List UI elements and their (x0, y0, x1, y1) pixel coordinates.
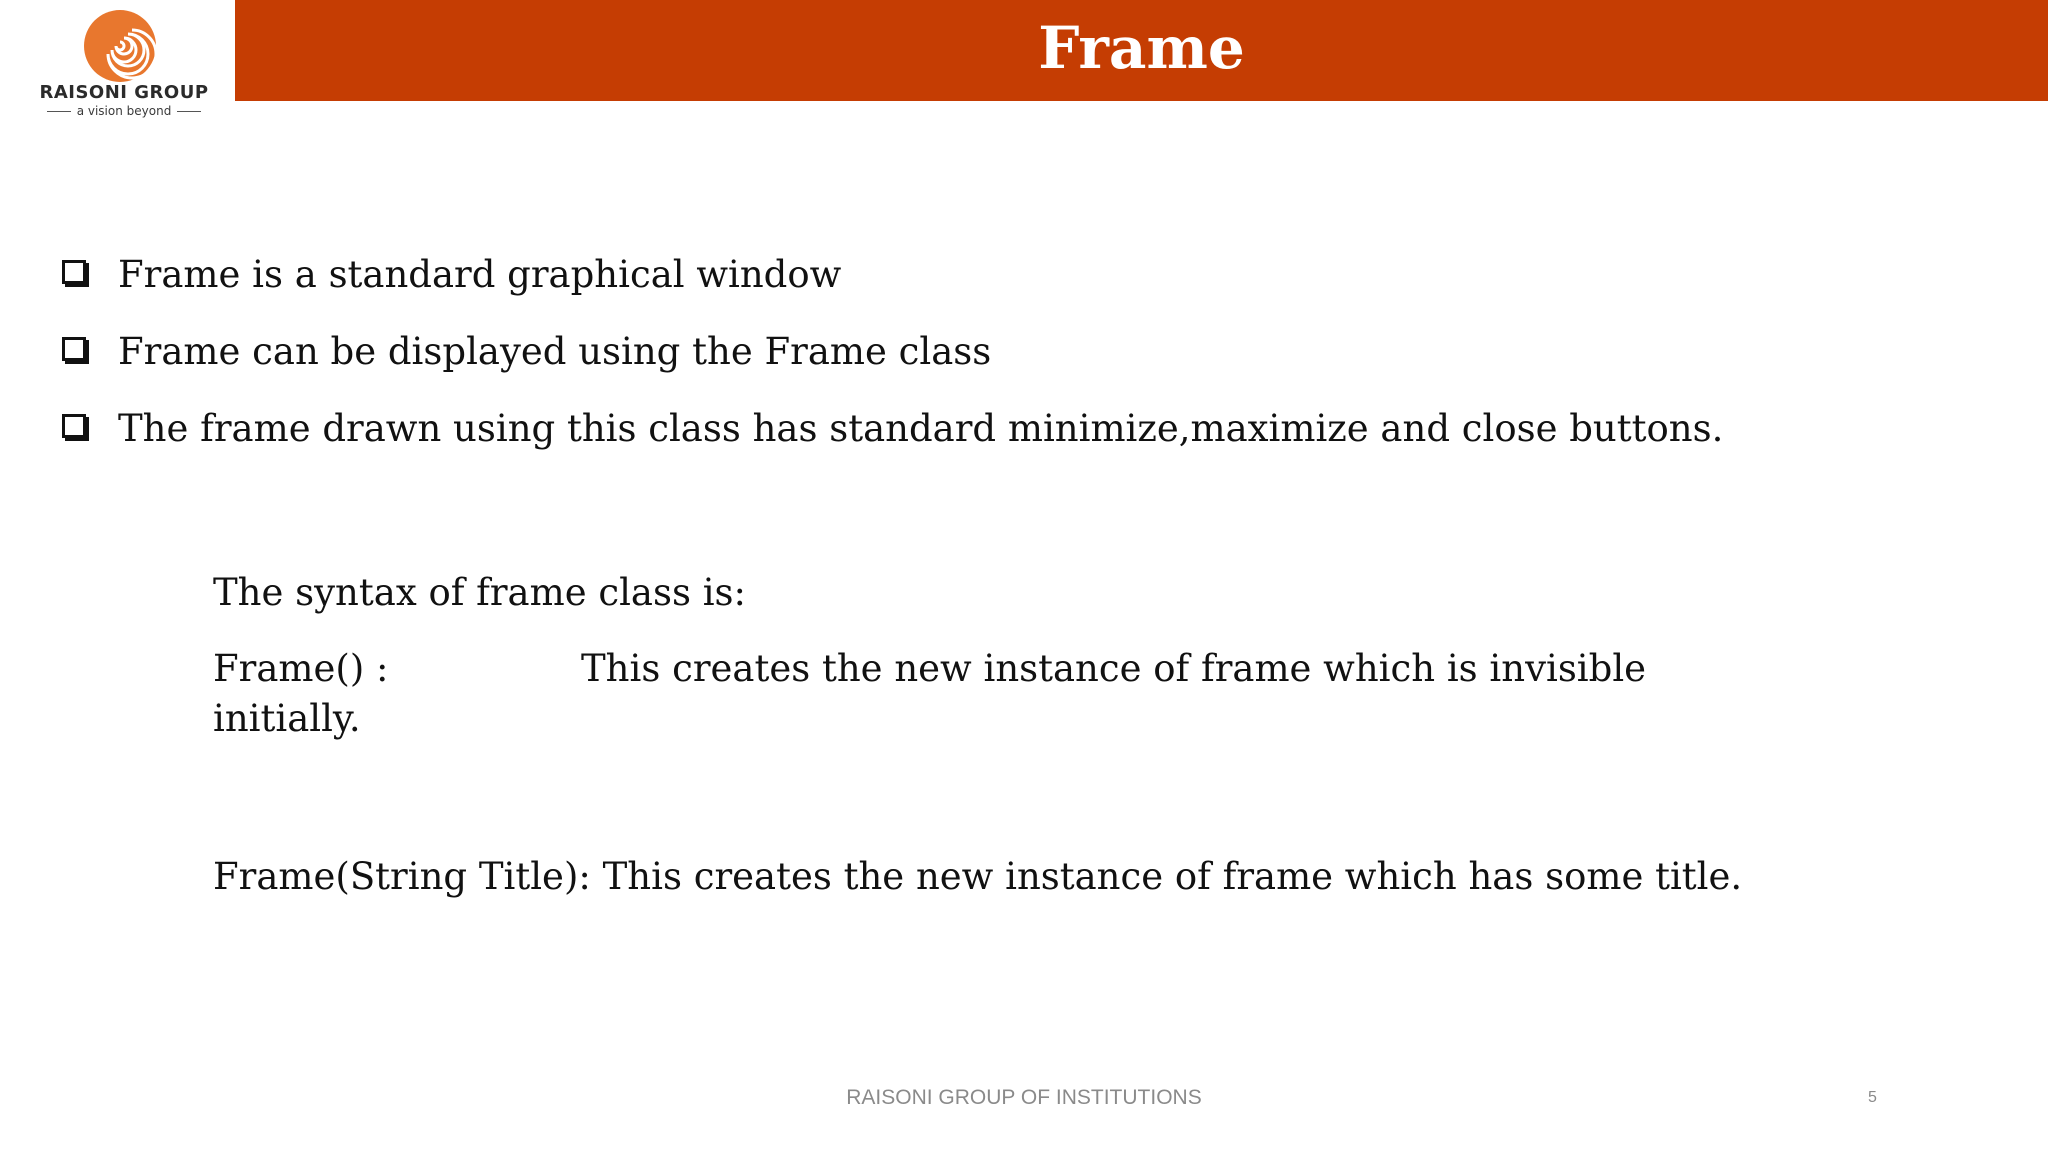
checkbox-bullet-icon (62, 414, 86, 438)
spiral-logo-icon (18, 6, 230, 84)
frame-string-constructor (213, 852, 1742, 902)
title-bar (235, 0, 2048, 101)
bullet-text: Frame can be displayed using the Frame class (118, 330, 992, 373)
constructor-signature: Frame(String Title): (213, 855, 591, 898)
bullet-item (62, 255, 1962, 332)
checkbox-bullet-icon (62, 337, 86, 361)
syntax-heading: The syntax of frame class is: (213, 571, 746, 614)
bullet-item (62, 332, 1962, 409)
bullet-item (62, 409, 1962, 486)
logo-tagline: a vision beyond (18, 104, 230, 118)
constructor-description: This creates the new instance of frame which has some title. (602, 855, 1743, 898)
slide-title: Frame (1038, 14, 1245, 82)
bullet-text: Frame is a standard graphical window (118, 253, 842, 296)
bullet-text: The frame drawn using this class has standard minimize,maximize and close buttons. (118, 407, 1724, 450)
constructor-signature: Frame() : (213, 647, 389, 690)
raisoni-logo (18, 6, 230, 118)
frame-default-constructor (213, 644, 1713, 744)
footer-text: RAISONI GROUP OF INSTITUTIONS (846, 1086, 1202, 1109)
bullet-list (62, 255, 1962, 486)
checkbox-bullet-icon (62, 260, 86, 284)
page-number: 5 (1868, 1089, 1877, 1106)
logo-name: RAISONI GROUP (39, 82, 209, 103)
constructor-description: This creates the new instance of frame which is invisible initially. (213, 647, 1647, 740)
